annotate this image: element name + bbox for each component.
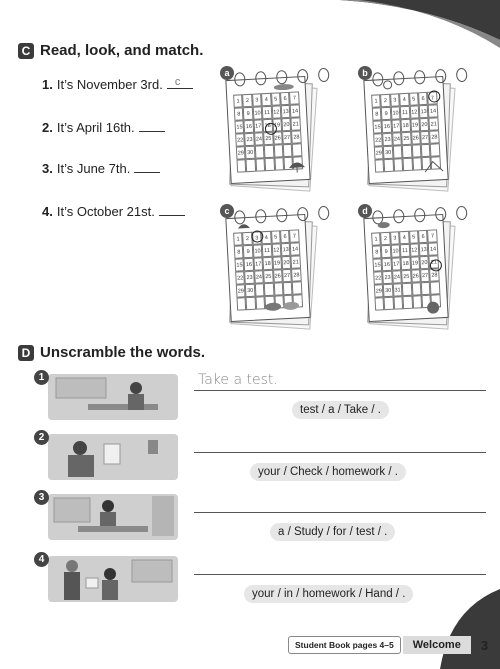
- calendar-day: 4: [399, 231, 409, 244]
- calendar-day: 23: [383, 133, 393, 146]
- calendar-day: 29: [374, 146, 384, 159]
- calendar-day: 28: [429, 268, 439, 281]
- match-item-number: 4.: [42, 204, 53, 219]
- calendar-day: 12: [409, 243, 419, 256]
- calendar-day: 8: [372, 107, 382, 120]
- calendar-day: 18: [401, 257, 411, 270]
- calendar-day: 17: [253, 257, 263, 270]
- calendar-day: 9: [243, 245, 253, 258]
- calendar-day: 6: [418, 92, 428, 105]
- calendar-day: 3: [390, 93, 400, 106]
- calendar-day: 15: [234, 258, 244, 271]
- answer-blank[interactable]: [167, 76, 193, 89]
- calendar-day: 13: [281, 243, 291, 256]
- calendar-day: 30: [383, 146, 393, 159]
- calendar-day: 23: [383, 271, 393, 284]
- illustration-student-test: [48, 374, 178, 420]
- calendar-day: 30: [245, 146, 255, 159]
- pumpkin-icon: [425, 299, 442, 314]
- calendar-day: 21: [429, 117, 439, 130]
- row-number: 4: [34, 552, 49, 567]
- calendar-day: 4: [261, 231, 271, 244]
- calendar-page: [363, 214, 448, 322]
- calendar-day: 9: [381, 245, 391, 258]
- section-c-title: Read, look, and match.: [40, 42, 204, 59]
- calendar-day: 2: [380, 94, 390, 107]
- calendar-b: [360, 68, 452, 190]
- umbrella-icon: [236, 220, 251, 231]
- calendar-day: 16: [382, 120, 392, 133]
- calendar-day: 30: [245, 284, 255, 297]
- calendar-day: 10: [391, 106, 401, 119]
- cloud-icon: [273, 82, 295, 91]
- calendar-day: 16: [244, 120, 254, 133]
- calendar-day: 17: [391, 119, 401, 132]
- calendar-day: 8: [234, 107, 244, 120]
- sun-icon: [380, 78, 395, 93]
- calendar-day: 11: [400, 244, 410, 257]
- calendar-day: 3: [390, 231, 400, 244]
- calendar-day: 22: [235, 271, 245, 284]
- match-item-number: 3.: [42, 161, 53, 176]
- calendar-day: 19: [272, 256, 282, 269]
- calendar-day: 17: [253, 119, 263, 132]
- beach-chair-icon: [423, 159, 446, 174]
- page-footer: [288, 636, 488, 654]
- illustration-check-homework: [48, 434, 178, 480]
- calendar-day: 13: [419, 105, 429, 118]
- calendar-day: 10: [391, 244, 401, 257]
- calendar-day: 3: [252, 93, 262, 106]
- calendar-day: 26: [273, 131, 283, 144]
- answer-blank[interactable]: [139, 119, 165, 132]
- calendar-day: 15: [372, 258, 382, 271]
- calendar-day: 9: [243, 107, 253, 120]
- calendar-day: 7: [427, 229, 437, 242]
- match-item-text: It’s October 21st.: [56, 204, 155, 219]
- calendar-day: 18: [263, 257, 273, 270]
- calendar-day: 14: [428, 104, 438, 117]
- calendar-day: 7: [289, 229, 299, 242]
- calendar-day: 2: [242, 232, 252, 245]
- calendar-day: 19: [410, 118, 420, 131]
- match-item-4: [42, 203, 185, 219]
- calendar-letter: c: [220, 204, 234, 218]
- answer-blank[interactable]: [159, 203, 185, 216]
- answer-text: c: [174, 76, 181, 88]
- calendar-day: 11: [262, 244, 272, 257]
- calendar-day: 19: [272, 118, 282, 131]
- calendar-day: 20: [281, 256, 291, 269]
- calendar-day: 29: [236, 146, 246, 159]
- unscramble-row-1: [18, 370, 488, 426]
- calendar-day: 21: [291, 117, 301, 130]
- calendar-day: 31: [393, 283, 403, 296]
- calendar-day: 1: [233, 94, 243, 107]
- calendar-day: 27: [420, 269, 430, 282]
- calendar-grid: [233, 229, 303, 310]
- answer-line[interactable]: [194, 390, 486, 391]
- calendar-day: 22: [373, 271, 383, 284]
- calendar-day: 12: [271, 243, 281, 256]
- calendar-day: 12: [409, 105, 419, 118]
- calendar-day: 25: [263, 270, 273, 283]
- unscramble-row-2: [18, 430, 488, 486]
- answer-blank[interactable]: [134, 160, 160, 173]
- calendar-day: 25: [401, 270, 411, 283]
- circled-date: [428, 90, 441, 103]
- unit-name: Welcome: [403, 636, 471, 654]
- calendar-grid: [371, 229, 441, 310]
- calendar-day: [430, 143, 440, 156]
- calendar-day: 15: [372, 120, 382, 133]
- row-number: 1: [34, 370, 49, 385]
- calendar-day: 27: [420, 131, 430, 144]
- calendar-day: 26: [411, 269, 421, 282]
- calendar-day: 13: [419, 243, 429, 256]
- calendar-day: 27: [282, 131, 292, 144]
- calendar-day: 1: [371, 232, 381, 245]
- calendar-day: 21: [291, 255, 301, 268]
- calendar-letter: b: [358, 66, 372, 80]
- umbrella-icon: [286, 157, 307, 174]
- match-item-text: It’s June 7th.: [56, 161, 131, 176]
- scrambled-words: a / Study / for / test / .: [270, 523, 395, 541]
- section-c-header: [18, 42, 203, 59]
- circled-date: [430, 259, 443, 272]
- calendar-day: 6: [280, 230, 290, 243]
- calendar-day: [292, 143, 302, 156]
- scrambled-words: your / in / homework / Hand / .: [244, 585, 413, 603]
- leaf-icon: [376, 220, 391, 231]
- calendar-day: 25: [401, 132, 411, 145]
- calendar-day: 11: [400, 106, 410, 119]
- calendar-day: 18: [401, 119, 411, 132]
- match-item-2: [42, 119, 165, 135]
- match-item-number: 2.: [42, 120, 53, 135]
- calendar-day: 25: [263, 132, 273, 145]
- calendar-day: 6: [418, 230, 428, 243]
- calendar-day: 15: [234, 120, 244, 133]
- match-item-3: [42, 160, 160, 176]
- match-item-text: It’s April 16th.: [56, 120, 135, 135]
- calendar-day: 5: [409, 92, 419, 105]
- calendar-day: 30: [383, 284, 393, 297]
- unscramble-row-4: [18, 552, 488, 608]
- calendar-day: 17: [391, 257, 401, 270]
- calendar-day: 23: [245, 271, 255, 284]
- row-number: 2: [34, 430, 49, 445]
- scrambled-words: test / a / Take / .: [292, 401, 389, 419]
- written-answer: Take a test.: [198, 372, 278, 388]
- calendar-day: 16: [244, 258, 254, 271]
- calendar-day: 19: [410, 256, 420, 269]
- calendar-day: 24: [392, 132, 402, 145]
- calendar-page: [363, 76, 448, 184]
- calendar-day: 14: [290, 242, 300, 255]
- calendar-day: 26: [273, 269, 283, 282]
- calendar-day: 1: [371, 94, 381, 107]
- calendar-letter: d: [358, 204, 372, 218]
- calendar-day: 28: [291, 130, 301, 143]
- calendar-d: [360, 206, 452, 328]
- answer-line[interactable]: [194, 512, 486, 513]
- calendar-day: 6: [280, 92, 290, 105]
- illustration-study-for-test: [48, 494, 178, 540]
- calendar-day: 10: [253, 244, 263, 257]
- calendar-day: 5: [409, 230, 419, 243]
- match-item-number: 1.: [42, 77, 53, 92]
- calendar-day: 4: [399, 93, 409, 106]
- illustration-hand-in-homework: [48, 556, 178, 602]
- calendar-day: 1: [233, 232, 243, 245]
- calendar-day: 21: [429, 255, 439, 268]
- calendar-day: 24: [392, 270, 402, 283]
- calendar-day: [292, 281, 302, 294]
- student-handing-in-homework-image: [48, 556, 178, 602]
- calendar-day: 4: [261, 93, 271, 106]
- section-c-letter: C: [18, 43, 34, 59]
- calendar-day: 14: [428, 242, 438, 255]
- calendar-letter: a: [220, 66, 234, 80]
- calendar-day: 10: [253, 106, 263, 119]
- calendar-day: 5: [271, 230, 281, 243]
- calendar-day: 9: [381, 107, 391, 120]
- unscramble-row-3: [18, 490, 488, 546]
- calendar-c: [222, 206, 314, 328]
- calendar-day: 28: [291, 268, 301, 281]
- calendar-day: 24: [254, 132, 264, 145]
- scrambled-words: your / Check / homework / .: [250, 463, 406, 481]
- calendar-day: 7: [289, 91, 299, 104]
- calendar-day: 18: [263, 119, 273, 132]
- calendar-day: 16: [382, 258, 392, 271]
- calendar-day: 14: [290, 104, 300, 117]
- section-d-header: [18, 344, 205, 361]
- leaves-icon: [263, 299, 304, 313]
- row-number: 3: [34, 490, 49, 505]
- calendar-a: [222, 68, 314, 190]
- calendar-day: 24: [254, 270, 264, 283]
- calendar-day: 13: [281, 105, 291, 118]
- calendar-day: 20: [419, 118, 429, 131]
- section-d-letter: D: [18, 345, 34, 361]
- calendar-day: 5: [271, 92, 281, 105]
- calendar-day: [430, 281, 440, 294]
- student-checking-homework-image: [48, 434, 178, 480]
- calendar-day: 29: [236, 284, 246, 297]
- calendar-day: 29: [374, 284, 384, 297]
- calendar-day: 3: [252, 231, 262, 244]
- answer-line[interactable]: [194, 452, 486, 453]
- calendar-day: 22: [235, 133, 245, 146]
- calendar-page: [225, 76, 310, 184]
- calendar-day: 11: [262, 106, 272, 119]
- calendar-day: 27: [282, 269, 292, 282]
- calendar-day: 12: [271, 105, 281, 118]
- match-item-text: It’s November 3rd.: [56, 77, 163, 92]
- calendar-day: 22: [373, 133, 383, 146]
- match-item-1: [42, 76, 193, 92]
- page-number: 3: [480, 637, 489, 653]
- student-studying-image: [48, 494, 178, 540]
- answer-line[interactable]: [194, 574, 486, 575]
- calendar-day: 8: [372, 245, 382, 258]
- calendar-day: 26: [411, 131, 421, 144]
- book-reference: Student Book pages 4–5: [288, 636, 401, 654]
- calendar-day: 20: [281, 118, 291, 131]
- section-d-title: Unscramble the words.: [40, 344, 206, 361]
- calendar-day: 28: [429, 130, 439, 143]
- calendar-day: 7: [427, 91, 437, 104]
- student-taking-test-image: [48, 374, 178, 420]
- calendar-day: 2: [380, 232, 390, 245]
- calendar-day: 2: [242, 94, 252, 107]
- calendar-day: 23: [245, 133, 255, 146]
- calendar-day: 20: [419, 256, 429, 269]
- calendar-page: [225, 214, 310, 322]
- calendar-day: 8: [234, 245, 244, 258]
